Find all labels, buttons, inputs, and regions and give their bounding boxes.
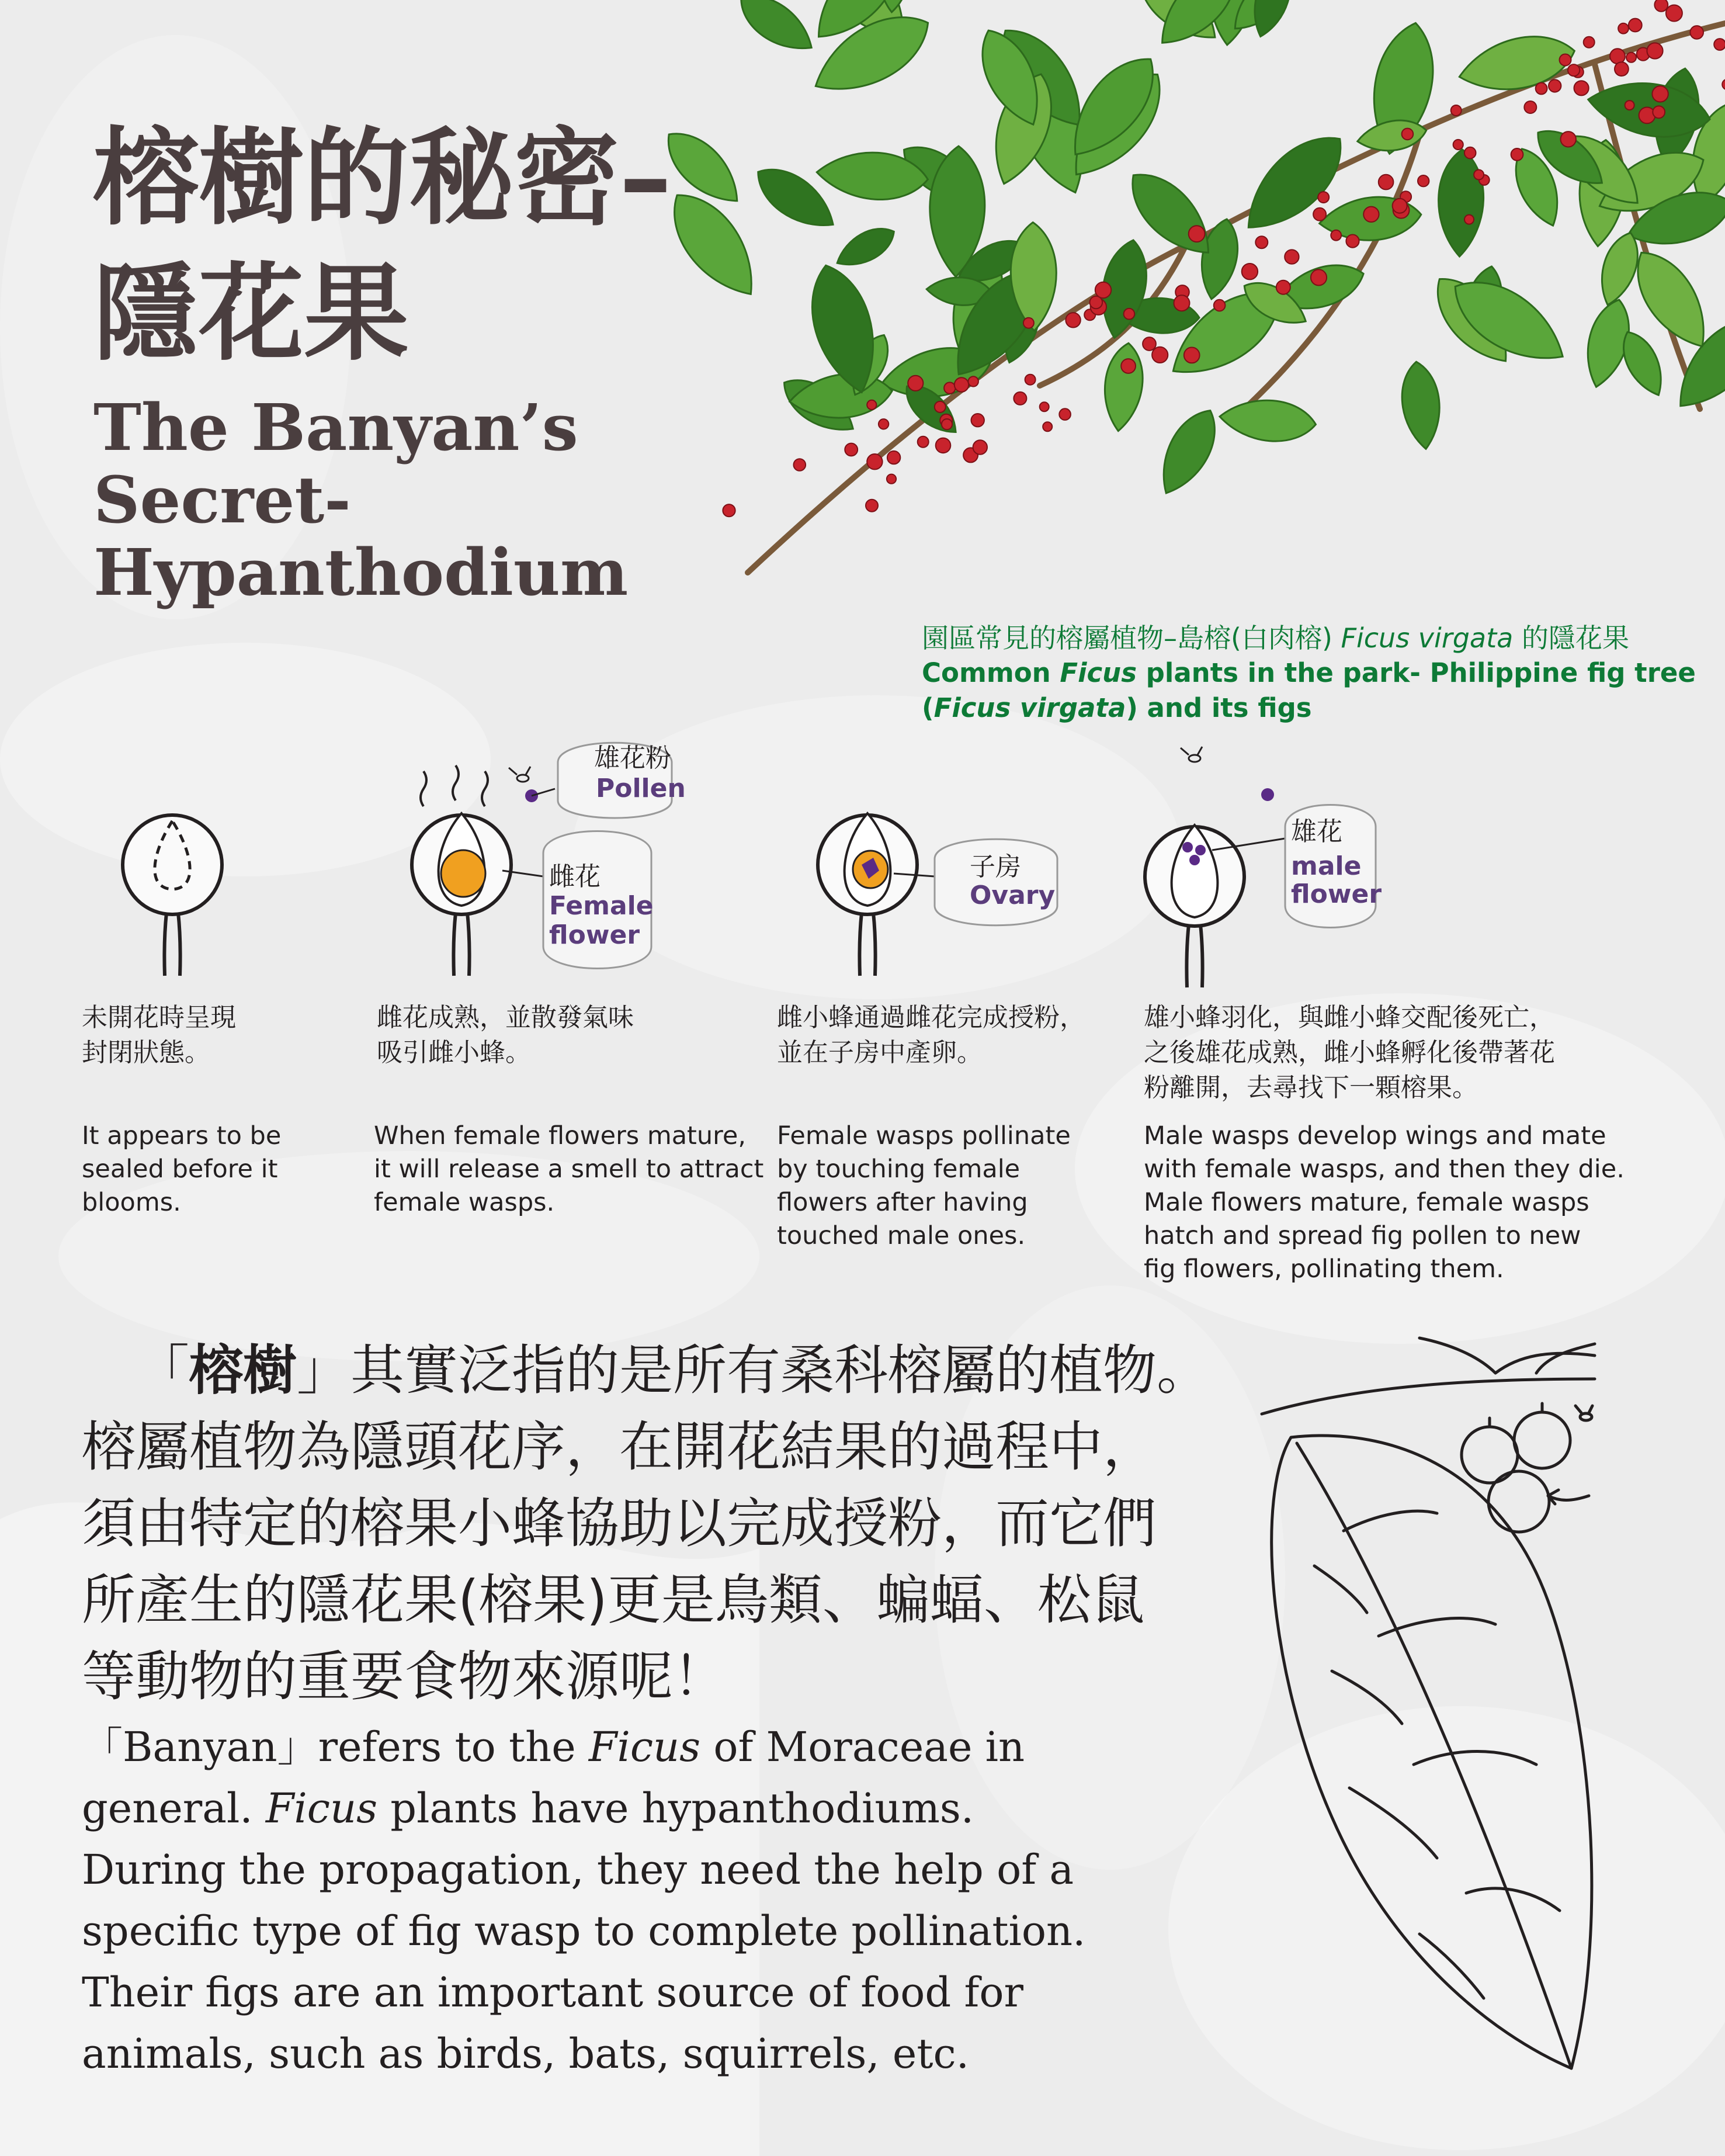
title-en-line-2: Secret- (93, 462, 351, 538)
fig-berry (971, 414, 984, 427)
fig-berry (1652, 86, 1668, 102)
title-en-line-1: The Banyan’s (93, 390, 578, 465)
label-male-en-2: flower (1291, 879, 1382, 909)
fig-berry (1184, 348, 1200, 363)
fig-berry (1615, 62, 1629, 76)
fig-berry (1714, 39, 1725, 50)
body-text-english: 「Banyan」refers to the Ficus of Moraceae in general. Ficus plants have hypanthodiums. During the propagation, they need the help of a specific type of fig wasp to complete pollination. Their figs are an important source of food for animals, such as birds, bats, squirrels, etc. (82, 1723, 1086, 2078)
fig-berry (1313, 208, 1326, 221)
fig-berry (1618, 23, 1629, 34)
fig-berry (1402, 129, 1414, 140)
fig-berry (973, 440, 987, 454)
foliage-leaf (731, 0, 821, 63)
fig-stage-male (1145, 825, 1244, 987)
fig-berry (867, 454, 882, 469)
page-title-english (93, 391, 724, 609)
label-pollen-cn: 雄花粉 (594, 743, 671, 773)
stage-1-description-en: It appears to be sealed before it blooms. (82, 1121, 282, 1217)
fig-berry (1524, 101, 1536, 113)
fig-berry (1418, 175, 1429, 186)
fig-berry (1331, 230, 1341, 241)
fig-berry (845, 443, 858, 456)
fig-berry (942, 419, 952, 429)
photo-caption (922, 621, 1716, 726)
fig-berry (1095, 282, 1111, 298)
fig-berry (1610, 48, 1625, 64)
label-male-cn: 雄花 (1291, 817, 1342, 847)
fig-berry (1242, 264, 1258, 279)
stage-3-description-en: Female wasps pollinate by touching female flowers after having touched male ones. (777, 1121, 1071, 1250)
caption-english-line-2: (Ficus virgata) and its figs (922, 692, 1312, 723)
fig-berry (1311, 269, 1327, 285)
fig-berry (1255, 236, 1268, 248)
fig-berry (1214, 300, 1226, 311)
fig-berry (887, 474, 896, 484)
fig-berry (1121, 359, 1136, 373)
fig-berry (879, 419, 888, 429)
fig-berry (1474, 170, 1484, 180)
fig-berry (1722, 79, 1725, 89)
pollination-stages-diagram (82, 730, 1425, 993)
fig-berry (1536, 83, 1547, 95)
page-title-chinese (93, 111, 759, 382)
fig-berry (1043, 422, 1052, 431)
fig-berry (887, 451, 900, 464)
stage-4-description-en: Male wasps develop wings and mate with female wasps, and then they die. Male flowers mature, female wasps hatch and spread fig pollen to new fig flowers, pollinating them. (1144, 1121, 1625, 1284)
fig-berry (1152, 347, 1168, 363)
fig-berry (944, 382, 955, 393)
foliage-leaf (1149, 401, 1228, 502)
fig-berry (1174, 295, 1190, 311)
fig-berry (1464, 215, 1474, 224)
fig-berry (1189, 226, 1205, 242)
fig-berry (1453, 140, 1463, 150)
fig-berry (723, 504, 735, 517)
body-text-chinese: 「榕樹」其實泛指的是所有桑科榕屬的植物。 榕屬植物為隱頭花序，在開花結果的過程中， 須由特定的榕果小蜂協助以完成授粉，而它們 所產生的隱花果(榕果)更是鳥類、蝙蝠、松鼠 等動物的重要食物來源呢！ (82, 1339, 1211, 1708)
stage-3-description-cn: 雌小蜂通過雌花完成授粉， 並在子房中產卵。 (777, 1003, 1085, 1067)
foliage-leaf (1100, 341, 1147, 434)
fig-berry (1464, 147, 1476, 159)
ficus-branch-photo (660, 0, 1725, 654)
fig-berry (1014, 392, 1026, 405)
smell-lines (421, 765, 488, 806)
fig-berry (1654, 0, 1668, 12)
foliage-leaf (1398, 360, 1444, 451)
fig-berry (1561, 131, 1576, 147)
title-en-line-3: Hypanthodium (93, 535, 629, 610)
label-female-en-1: Female (549, 891, 654, 921)
fig-berry (935, 401, 946, 413)
fig-berry (866, 500, 878, 512)
caption-chinese: 園區常見的榕屬植物–島榕(白肉榕) Ficus virgata 的隱花果 (922, 622, 1629, 654)
stage-2-description-cn: 雌花成熟，並散發氣味 吸引雌小蜂。 (377, 1003, 634, 1067)
label-female-en-2: flower (549, 920, 640, 950)
fig-berry (1143, 337, 1156, 351)
stage-4-description-cn: 雄小蜂羽化，與雌小蜂交配後死亡， 之後雄花成熟，雌小蜂孵化後帶著花 粉離開，去尋找下一顆榕果。 (1144, 1003, 1555, 1103)
foliage-leaf (1437, 149, 1485, 257)
fig-berry (1379, 175, 1394, 190)
foliage-leaf (831, 220, 901, 275)
label-pollen-en: Pollen (596, 774, 686, 803)
foliage-leaf (660, 120, 751, 216)
fig-berry (1023, 318, 1034, 328)
fig-berry (1647, 43, 1662, 58)
title-cn-line-2: 隱花果 (93, 253, 409, 375)
fig-berry (1318, 192, 1329, 203)
fig-berry (1629, 19, 1642, 32)
stage-1-description-cn: 未開花時呈現 封閉狀態。 (82, 1003, 236, 1067)
fig-berry (918, 436, 929, 448)
fig-berry (1568, 64, 1580, 76)
leaf-and-figs-line-drawing (1244, 1320, 1677, 2092)
fig-berry (955, 377, 969, 391)
wasp-icon (509, 767, 530, 782)
fig-berry (1666, 5, 1682, 22)
fig-berry (1065, 313, 1080, 327)
fig-berry (1276, 280, 1290, 294)
wasp-icon-2 (1181, 747, 1202, 762)
fig-berry (1653, 106, 1665, 118)
fig-stage-ovary (818, 813, 917, 976)
fig-berry (1124, 309, 1135, 320)
fig-berry (936, 438, 951, 453)
title-cn-line-1: 榕樹的秘密– (93, 117, 672, 240)
fig-berry (1059, 408, 1071, 420)
fig-berry (1025, 375, 1036, 385)
fig-berry (1584, 37, 1595, 48)
label-ovary-cn: 子房 (970, 852, 1021, 882)
fig-berry (794, 459, 806, 471)
fig-berry (1625, 100, 1634, 110)
fig-berry (1285, 249, 1299, 264)
fig-berry (1560, 54, 1571, 66)
fig-berry (1574, 81, 1589, 95)
fig-berry (908, 376, 923, 391)
pollen-dot-2 (1261, 788, 1274, 801)
foliage-leaf (1218, 396, 1317, 445)
fig-berry (1393, 199, 1407, 213)
fig-stage-female (412, 813, 511, 976)
fig-berry (1363, 207, 1379, 222)
fig-berry (1451, 105, 1462, 116)
fig-berry (1346, 235, 1359, 248)
fig-stage-closed (123, 815, 222, 976)
fig-berry (1511, 148, 1523, 161)
label-female-cn: 雌花 (549, 862, 601, 892)
fig-berry (1690, 26, 1703, 39)
stage-2-description-en: When female flowers mature, it will release a smell to attract female wasps. (374, 1121, 764, 1217)
label-ovary-en: Ovary (970, 881, 1056, 910)
fig-berry (1549, 79, 1561, 92)
fig-berry (969, 376, 978, 386)
fig-berry (1626, 53, 1636, 63)
label-male-en-1: male (1291, 851, 1362, 881)
foliage-leaf (660, 180, 772, 310)
caption-english-line-1: Common Ficus plants in the park- Philippine fig tree (922, 657, 1696, 688)
fig-berry (867, 400, 876, 410)
fig-berry (1040, 402, 1049, 411)
